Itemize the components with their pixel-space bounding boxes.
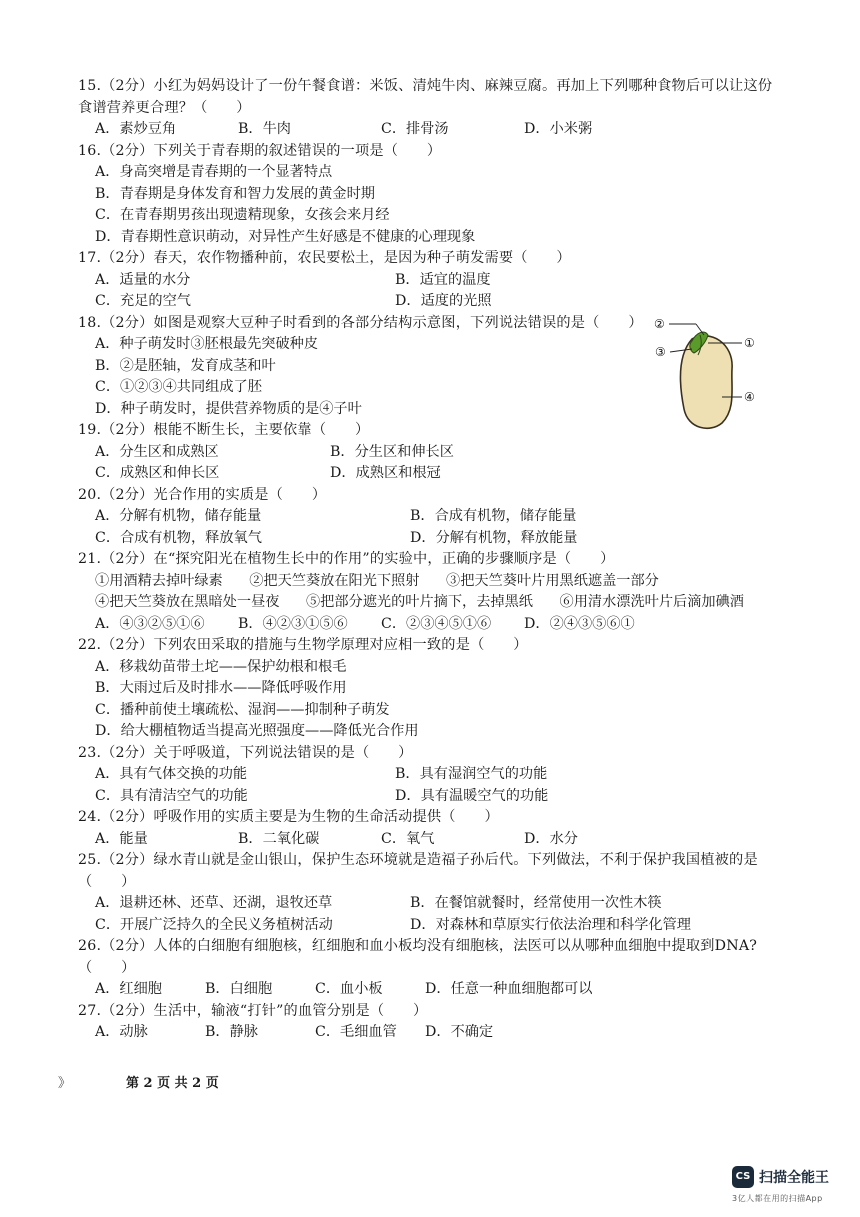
margin-mark: 》	[58, 1076, 72, 1091]
option-a: A．动脉	[95, 1024, 148, 1040]
question-23	[78, 743, 798, 808]
option-d: D．不确定	[425, 1024, 494, 1040]
option-a: A．红细胞	[95, 981, 162, 997]
option-d: D．②④③⑤⑥①	[524, 615, 635, 632]
option-d: D．小米粥	[524, 121, 593, 137]
option-d: D．给大棚植物适当提高光照强度——降低光合作用	[95, 723, 419, 739]
question-stem: 20.（2分）光合作用的实质是（ ）	[78, 486, 327, 503]
step-6: ⑥用清水漂洗叶片后滴加碘酒	[559, 594, 744, 610]
scanner-watermark	[732, 1166, 844, 1206]
option-a: A．分解有机物，储存能量	[95, 508, 262, 524]
step-4: ④把天竺葵放在黑暗处一昼夜	[95, 594, 280, 610]
option-b: B．青春期是身体发育和智力发展的黄金时期	[95, 185, 375, 202]
question-stem: 24.（2分）呼吸作用的实质主要是为生物的生命活动提供（ ）	[78, 809, 499, 825]
option-b: B．白细胞	[205, 981, 273, 997]
option-c: C．成熟区和伸长区	[95, 465, 220, 481]
question-stem: 22.（2分）下列农田采取的措施与生物学原理对应相一致的是（ ）	[78, 637, 528, 653]
options	[78, 614, 798, 636]
option-c: C．充足的空气	[95, 293, 191, 309]
camscanner-logo-icon: CS	[732, 1166, 754, 1188]
option-d: D．对森林和草原实行依法治理和科学化管理	[410, 916, 691, 933]
option-c: C．具有清洁空气的功能	[95, 787, 248, 804]
step-3: ③把天竺葵叶片用黑纸遮盖一部分	[446, 572, 659, 589]
question-26	[78, 936, 798, 1001]
option-a: A．分生区和成熟区	[95, 443, 219, 460]
question-stem: 21.（2分）在“探究阳光在植物生长中的作用”的实验中，正确的步骤顺序是（ ）	[78, 551, 615, 567]
question-25	[78, 850, 798, 936]
brand-name: 扫描全能王	[759, 1170, 829, 1186]
option-d: D．任意一种血细胞都可以	[425, 981, 593, 997]
option-c: C．合成有机物，释放氧气	[95, 529, 262, 546]
option-d: D．青春期性意识萌动，对异性产生好感是不健康的心理现象	[95, 228, 476, 245]
label-1: ①	[744, 336, 755, 350]
page-number: 第 2 页 共 2 页	[126, 1076, 219, 1091]
label-4: ④	[744, 390, 755, 404]
question-stem: 17.（2分）春天，农作物播种前，农民要松土，是因为种子萌发需要（ ）	[78, 250, 571, 266]
question-20	[78, 485, 798, 550]
option-c: C．血小板	[315, 981, 383, 997]
step-5: ⑤把部分遮光的叶片摘下，去掉黑纸	[305, 594, 533, 610]
option-a: A．身高突增是青春期的一个显著特点	[95, 164, 333, 180]
question-stem: 18.（2分）如图是观察大豆种子时看到的各部分结构示意图，下列说法错误的是（ ）	[78, 314, 643, 331]
option-b: B．在餐馆就餐时，经常使用一次性木筷	[410, 895, 662, 911]
option-c: C．②③④⑤①⑥	[381, 615, 492, 632]
options	[78, 893, 798, 936]
options	[78, 764, 798, 807]
options	[78, 829, 798, 851]
option-a: A．移栽幼苗带土坨——保护幼根和根毛	[95, 658, 347, 675]
brand-tagline: 3亿人都在用的扫描App	[732, 1194, 823, 1203]
option-d: D．种子萌发时，提供营养物质的是④子叶	[95, 400, 362, 417]
option-b: B．适宜的温度	[395, 271, 491, 288]
option-c: C．氧气	[381, 830, 435, 847]
question-22	[78, 635, 798, 743]
option-d: D．分解有机物，释放能量	[410, 529, 578, 546]
options	[78, 657, 798, 743]
question-stem: 15.（2分）小红为妈妈设计了一份午餐食谱：米饭、清炖牛肉、麻辣豆腐。再加上下列哪种食物后可以让这份食谱营养更合理？（ ）	[78, 78, 773, 116]
label-3: ③	[655, 345, 666, 359]
option-c: C．毛细血管	[315, 1024, 397, 1040]
question-15	[78, 76, 798, 141]
option-c: C．在青春期男孩出现遗精现象，女孩会来月经	[95, 207, 390, 223]
option-b: B．静脉	[205, 1024, 258, 1040]
option-a: A．能量	[95, 830, 148, 847]
option-b: B．分生区和伸长区	[330, 443, 454, 460]
option-b: B．②是胚轴，发育成茎和叶	[95, 357, 276, 374]
option-a: A．具有气体交换的功能	[95, 766, 248, 782]
experiment-steps	[78, 571, 798, 614]
question-27	[78, 1001, 798, 1044]
question-stem: 16.（2分）下列关于青春期的叙述错误的一项是（ ）	[78, 142, 442, 159]
question-stem: 25.（2分）绿水青山就是金山银山，保护生态环境就是造福子孙后代。下列做法，不利于保护我国植被的是（ ）	[78, 852, 758, 890]
options	[78, 162, 798, 248]
options	[78, 270, 798, 313]
option-a: A．④③②⑤①⑥	[95, 615, 205, 632]
question-stem: 19.（2分）根能不断生长，主要依靠（ ）	[78, 422, 370, 438]
option-c: C．①②③④共同组成了胚	[95, 379, 262, 395]
option-a: A．素炒豆角	[95, 121, 177, 137]
option-a: A．种子萌发时③胚根最先突破种皮	[95, 336, 319, 352]
option-c: C．开展广泛持久的全民义务植树活动	[95, 916, 333, 933]
option-b: B．牛肉	[238, 121, 291, 137]
options	[78, 979, 798, 1001]
question-list	[78, 76, 798, 1044]
question-stem: 26.（2分）人体的白细胞有细胞核，红细胞和血小板均没有细胞核，法医可以从哪种血细胞中提取到DNA?（ ）	[78, 938, 758, 976]
option-b: B．二氧化碳	[238, 830, 320, 847]
question-stem: 23.（2分）关于呼吸道，下列说法错误的是（ ）	[78, 744, 413, 761]
option-a: A．退耕还林、还草、还湖，退牧还草	[95, 895, 333, 911]
option-b: B．大雨过后及时排水——降低呼吸作用	[95, 680, 347, 696]
label-2: ②	[654, 317, 665, 331]
question-16	[78, 141, 798, 249]
question-21	[78, 549, 798, 635]
soybean-seed-figure	[652, 317, 762, 435]
option-b: B．④②③①⑤⑥	[238, 615, 348, 632]
step-2: ②把天竺葵放在阳光下照射	[249, 572, 420, 589]
option-d: D．适度的光照	[395, 293, 492, 309]
option-d: D．具有温暖空气的功能	[395, 787, 549, 804]
options	[78, 442, 798, 485]
question-stem: 27.（2分）生活中，输液“打针”的血管分别是（ ）	[78, 1002, 428, 1019]
options	[78, 1022, 798, 1044]
option-c: C．播种前使土壤疏松、湿润——抑制种子萌发	[95, 701, 390, 718]
option-c: C．排骨汤	[381, 121, 449, 137]
option-a: A．适量的水分	[95, 271, 191, 288]
option-d: D．成熟区和根冠	[330, 465, 441, 481]
options	[78, 119, 798, 141]
question-17	[78, 248, 798, 313]
page-footer	[58, 1072, 219, 1091]
question-24	[78, 807, 798, 850]
option-b: B．具有湿润空气的功能	[395, 766, 548, 782]
option-b: B．合成有机物，储存能量	[410, 508, 577, 524]
options	[78, 506, 798, 549]
option-d: D．水分	[524, 830, 578, 847]
step-1: ①用酒精去掉叶绿素	[95, 572, 223, 589]
